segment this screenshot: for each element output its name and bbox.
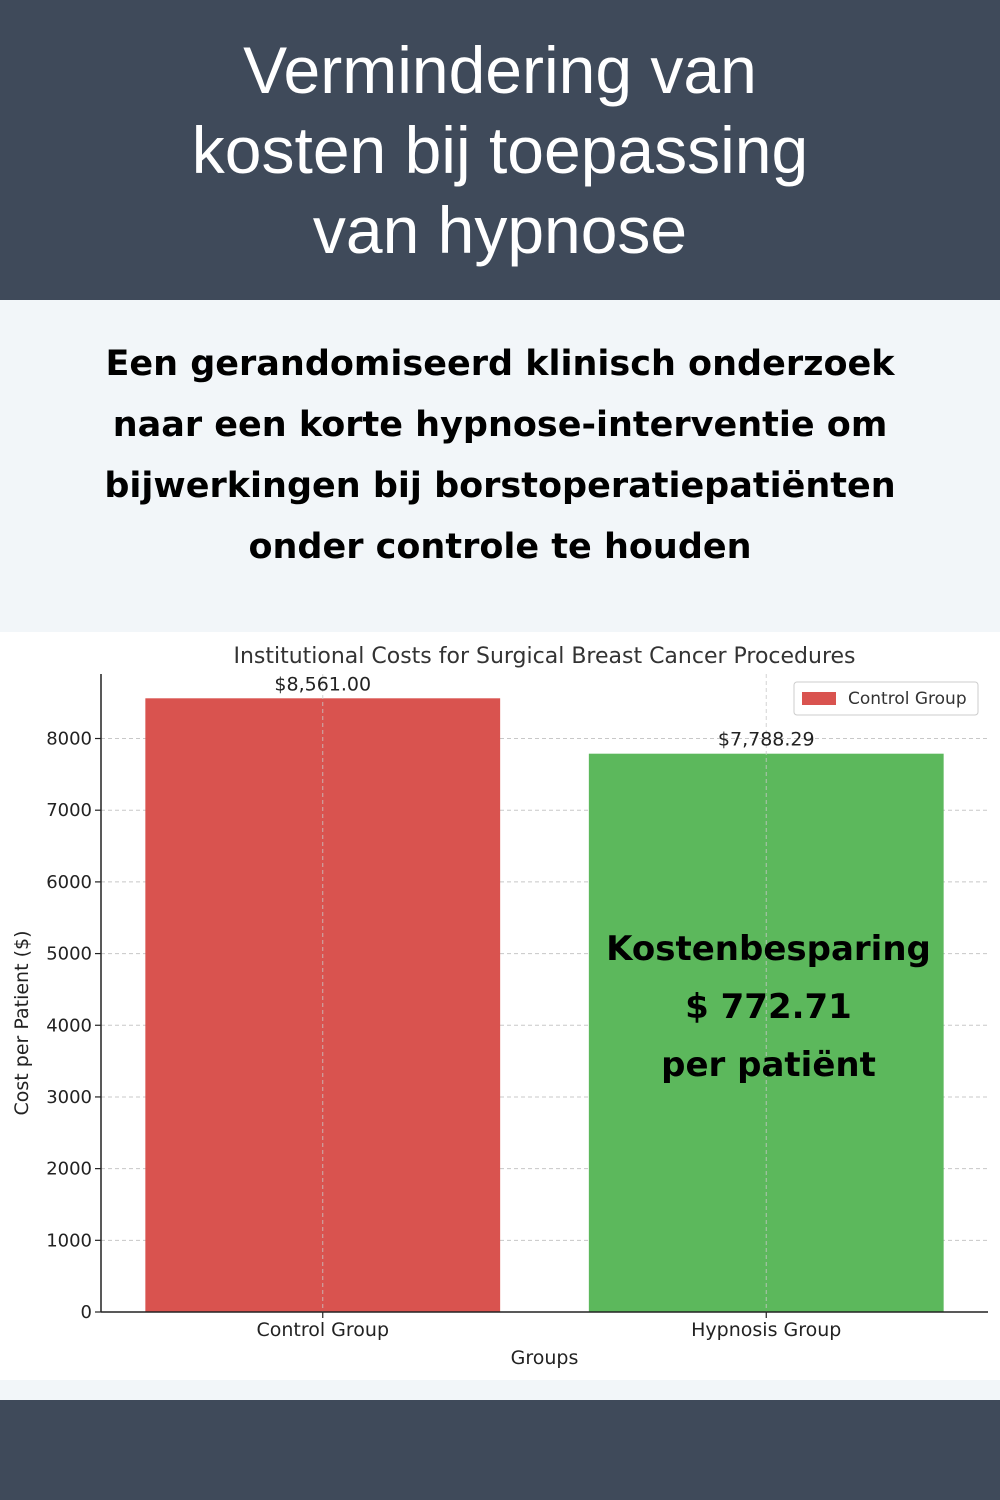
savings-label: Kostenbesparing <box>606 929 931 969</box>
study-subtitle <box>60 334 940 578</box>
footer-banner <box>0 1400 1000 1500</box>
x-tick-label: Hypnosis Group <box>691 1319 842 1341</box>
page-title <box>0 30 1000 270</box>
subtitle-line: bijwerkingen bij borstoperatiepatiënten <box>104 466 896 506</box>
subtitle-line: naar een korte hypnose-interventie om <box>112 405 888 445</box>
title-line: Vermindering van <box>243 33 757 107</box>
savings-amount: $ 772.71 <box>685 987 852 1027</box>
x-axis-title: Groups <box>510 1347 579 1369</box>
y-tick-label: 3000 <box>46 1086 92 1108</box>
y-axis-title: Cost per Patient ($) <box>11 930 33 1116</box>
title-line: kosten bij toepassing <box>191 113 809 187</box>
y-tick-label: 6000 <box>46 871 92 893</box>
y-tick-label: 7000 <box>46 800 92 822</box>
subtitle-line: Een gerandomiseerd klinisch onderzoek <box>105 344 895 384</box>
savings-unit: per patiënt <box>661 1045 876 1085</box>
legend-swatch <box>802 692 836 705</box>
title-line: van hypnose <box>312 193 688 267</box>
x-tick-label: Control Group <box>256 1319 390 1341</box>
y-tick-label: 5000 <box>46 943 92 965</box>
chart-title: Institutional Costs for Surgical Breast Cancer Procedures <box>233 644 856 669</box>
legend-label: Control Group <box>848 689 967 709</box>
y-tick-label: 1000 <box>46 1230 92 1252</box>
y-tick-label: 0 <box>80 1302 92 1323</box>
y-tick-label: 4000 <box>46 1015 92 1037</box>
bar-value-label: $8,561.00 <box>274 673 372 696</box>
y-tick-label: 8000 <box>46 728 92 750</box>
header-banner <box>0 0 1000 300</box>
subtitle-line: onder controle te houden <box>248 527 752 567</box>
bar-value-label: $7,788.29 <box>717 728 815 751</box>
y-tick-label: 2000 <box>46 1158 92 1180</box>
savings-annotation <box>590 920 947 1094</box>
